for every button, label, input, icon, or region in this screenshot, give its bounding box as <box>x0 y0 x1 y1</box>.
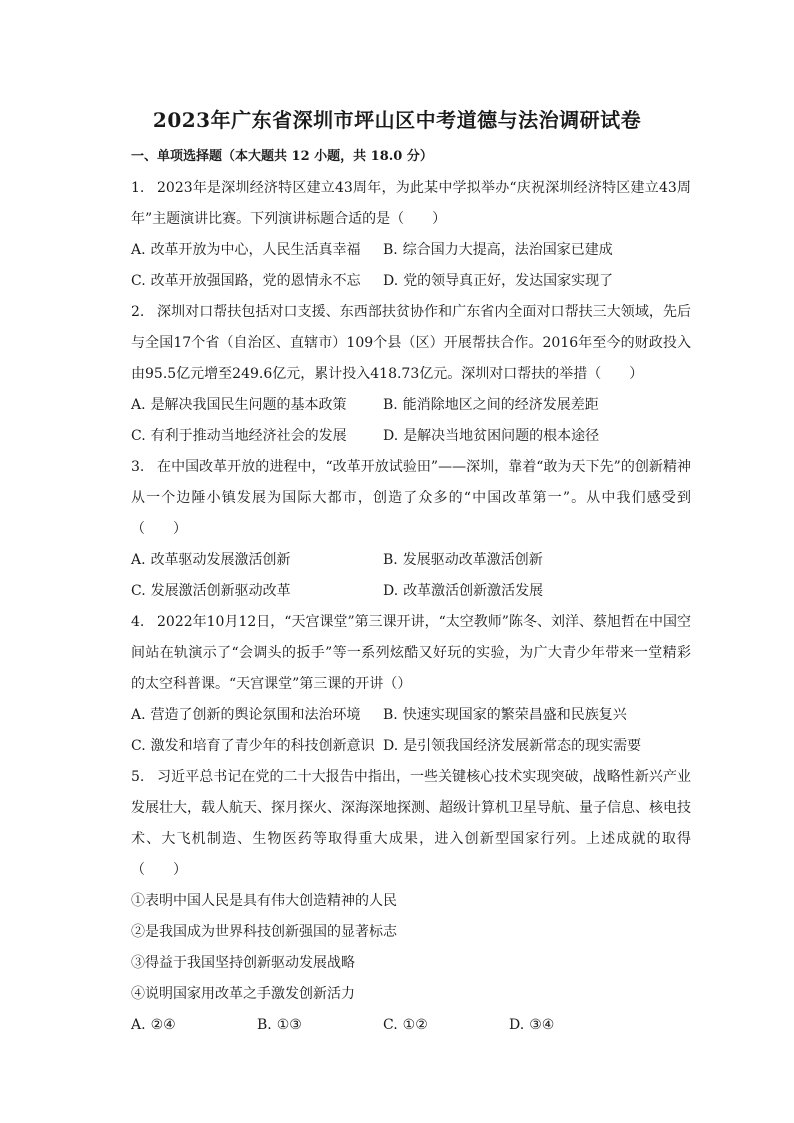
option-b[interactable]: B. 综合国力大提高，法治国家已建成 <box>383 242 613 258</box>
option-a[interactable]: A. ②④ <box>131 1017 176 1033</box>
question-stem <box>131 452 691 545</box>
question-stem <box>131 173 691 235</box>
question-4 <box>131 607 691 762</box>
question-number: 5. <box>131 769 145 785</box>
question-2 <box>131 297 691 452</box>
option-row <box>131 700 691 731</box>
option-c[interactable]: C. 改革开放强国路，党的恩情永不忘 <box>131 273 361 289</box>
question-text: 2022年10月12日，“天宫课堂”第三课开讲，“太空教师”陈冬、刘洋、蔡旭哲在中国空间站在轨演示了“会调头的扳手”等一系列炫酷又好玩的实验，为广大青少年带来一堂精彩的太空科普课。“天宫课堂”第三课的开讲（） <box>131 614 691 692</box>
option-row <box>131 421 691 452</box>
option-d[interactable]: D. 是解决当地贫困问题的根本途径 <box>383 428 600 444</box>
question-1 <box>131 173 691 297</box>
option-row <box>131 1010 691 1041</box>
option-d[interactable]: D. ③④ <box>509 1017 555 1033</box>
statement-1: ①表明中国人民是具有伟大创造精神的人民 <box>131 893 397 909</box>
option-row <box>131 731 691 762</box>
option-d[interactable]: D. 党的领导真正好，发达国家实现了 <box>383 273 614 289</box>
option-row <box>131 545 691 576</box>
option-row <box>131 235 691 266</box>
question-number: 2. <box>131 304 145 320</box>
question-number: 1. <box>131 180 145 196</box>
question-text: 在中国改革开放的进程中，“改革开放试验田”——深圳，靠着“敢为天下先”的创新精神从一个边陲小镇发展为国际大都市，创造了众多的“中国改革第一”。从中我们感受到（ ） <box>131 459 691 537</box>
question-text: 2023年是深圳经济特区建立43周年，为此某中学拟举办“庆祝深圳经济特区建立43周年”主题演讲比赛。下列演讲标题合适的是（ ） <box>131 180 691 227</box>
question-text: 习近平总书记在党的二十大报告中指出，一些关键核心技术实现突破，战略性新兴产业发展壮大，载人航天、探月探火、深海深地探测、超级计算机卫星导航、量子信息、核电技术、大飞机制造、生物医药等取得重大成果，进入创新型国家行列。上述成就的取得（ ） <box>131 769 691 878</box>
option-a[interactable]: A. 营造了创新的舆论氛围和法治环境 <box>131 707 361 723</box>
option-b[interactable]: B. ①③ <box>257 1017 302 1033</box>
question-number: 3. <box>131 459 145 475</box>
question-5 <box>131 762 691 1041</box>
option-b[interactable]: B. 发展驱动改革激活创新 <box>383 552 543 568</box>
option-c[interactable]: C. 发展激活创新驱动改革 <box>131 583 291 599</box>
option-b[interactable]: B. 快速实现国家的繁荣昌盛和民族复兴 <box>383 707 627 723</box>
question-list <box>131 173 691 1041</box>
option-a[interactable]: A. 改革驱动发展激活创新 <box>131 552 291 568</box>
question-stem <box>131 607 691 700</box>
question-3 <box>131 452 691 607</box>
question-stem <box>131 762 691 886</box>
option-row <box>131 576 691 607</box>
option-a[interactable]: A. 改革开放为中心，人民生活真幸福 <box>131 242 361 258</box>
option-c[interactable]: C. 有利于推动当地经济社会的发展 <box>131 428 347 444</box>
option-d[interactable]: D. 改革激活创新激活发展 <box>383 583 544 599</box>
section-heading: 一、单项选择题（本大题共 12 小题，共 18.0 分） <box>131 149 433 164</box>
option-c[interactable]: C. ①② <box>383 1017 428 1033</box>
page-title: 2023年广东省深圳市坪山区中考道德与法治调研试卷 <box>152 108 642 132</box>
option-c[interactable]: C. 激发和培育了青少年的科技创新意识 <box>131 738 375 754</box>
question-text: 深圳对口帮扶包括对口支援、东西部扶贫协作和广东省内全面对口帮扶三大领域，先后与全国17个省（自治区、直辖市）109个县（区）开展帮扶合作。2016年至今的财政投入由95.5亿元增至249.6亿元，累计投入418.73亿元。深圳对口帮扶的举措（ ） <box>131 304 691 382</box>
option-row <box>131 266 691 297</box>
statement-4: ④说明国家用改革之手激发创新活力 <box>131 986 355 1002</box>
statement-3: ③得益于我国坚持创新驱动发展战略 <box>131 955 355 971</box>
option-row <box>131 390 691 421</box>
option-a[interactable]: A. 是解决我国民生问题的基本政策 <box>131 397 347 413</box>
option-b[interactable]: B. 能消除地区之间的经济发展差距 <box>383 397 599 413</box>
statement-2: ②是我国成为世界科技创新强国的显著标志 <box>131 924 397 940</box>
question-stem <box>131 297 691 390</box>
question-number: 4. <box>131 614 145 630</box>
option-d[interactable]: D. 是引领我国经济发展新常态的现实需要 <box>383 738 642 754</box>
